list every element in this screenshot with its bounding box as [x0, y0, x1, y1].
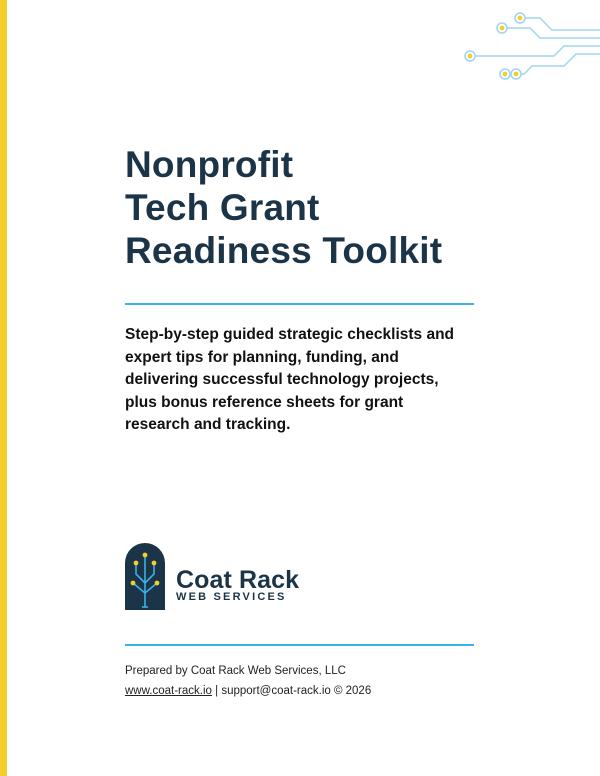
logo-tagline: WEB SERVICES — [176, 591, 287, 603]
title-line-1: Nonprofit — [125, 144, 294, 185]
prepared-by-text: Prepared by Coat Rack Web Services, LLC — [125, 665, 346, 677]
subtitle: Step-by-step guided strategic checklists and expert tips for planning, funding, and delivering successful technology projects, plus bonus reference sheets for grant research and tracking. — [125, 326, 455, 433]
divider-top — [125, 303, 474, 305]
logo-name: Coat Rack — [176, 566, 300, 594]
coat-rack-logo-icon — [125, 543, 165, 610]
footer — [125, 661, 371, 701]
yellow-accent-bar — [0, 0, 7, 776]
divider-bottom — [125, 644, 474, 646]
contact-text: support@coat-rack.io © 2026 — [221, 685, 372, 697]
circuit-decoration-icon — [460, 0, 600, 90]
title-line-3: Readiness Toolkit — [125, 230, 443, 271]
page-title — [125, 143, 442, 272]
website-link[interactable]: www.coat-rack.io — [125, 685, 212, 697]
separator: | — [211, 685, 222, 697]
title-line-2: Tech Grant — [125, 187, 320, 228]
contact-line — [125, 681, 371, 701]
